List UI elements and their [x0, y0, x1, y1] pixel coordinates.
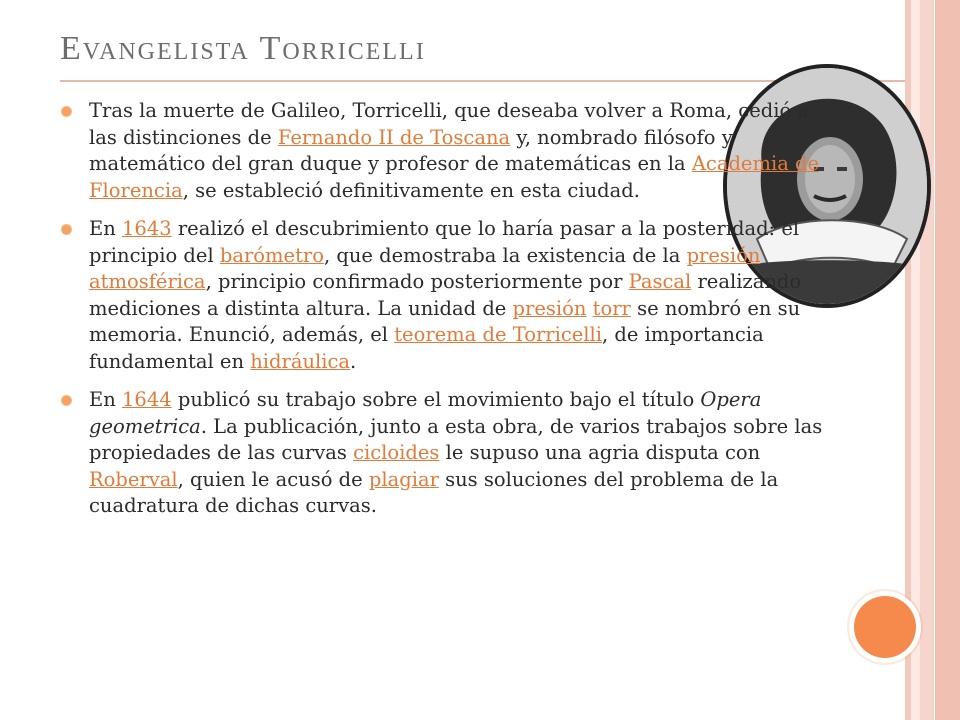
decorative-stripe	[935, 0, 960, 720]
link-cicloides[interactable]: cicloides	[353, 441, 440, 464]
text-run: realizando mediciones a distinta altura. La unidad de	[89, 270, 802, 320]
link-academia-florencia[interactable]: Academia de Florencia	[89, 152, 820, 202]
work-title: Opera geometrica	[89, 388, 762, 438]
bullet-item	[60, 387, 830, 520]
link-pascal[interactable]: Pascal	[628, 270, 692, 293]
text-run: Tras la muerte de Galileo, Torricelli, que deseaba volver a Roma, cedió a las distinciones de	[89, 99, 810, 149]
link-barometro[interactable]: barómetro	[219, 243, 324, 267]
text-run: , se estableció definitivamente en esta ciudad.	[182, 178, 640, 202]
bullet-paragraph	[89, 216, 830, 375]
text-run: , principio confirmado posteriormente por	[205, 270, 629, 293]
link-1644[interactable]: 1644	[122, 388, 172, 411]
bullet-item	[60, 98, 830, 204]
text-run: .	[350, 349, 357, 373]
text-run: En	[89, 388, 122, 411]
link-presion-atmosferica[interactable]: presión atmosférica	[89, 243, 761, 293]
bullet-paragraph	[89, 387, 830, 520]
decorative-circle-icon	[854, 596, 916, 658]
link-1643[interactable]: 1643	[122, 217, 172, 240]
text-run: , quien le acusó de	[177, 467, 369, 491]
link-presion[interactable]: presión	[512, 296, 587, 320]
bullet-dot-icon	[62, 225, 71, 234]
text-run: le supuso una agria disputa con	[439, 441, 761, 464]
slide-title: Evangelista Torricelli	[60, 30, 426, 67]
text-run: . La publicación, junto a esta obra, de varios trabajos sobre las propiedades de las curvas	[89, 414, 823, 464]
link-fernando-ii[interactable]: Fernando II de Toscana	[277, 125, 511, 149]
bullet-dot-icon	[62, 107, 71, 116]
bullet-dot-icon	[62, 396, 71, 405]
text-run: sus soluciones del problema de la cuadratura de dichas curvas.	[89, 467, 779, 517]
text-run: realizó el descubrimiento que lo haría pasar a la posteridad: el principio del	[89, 217, 800, 267]
link-teorema-torricelli[interactable]: teorema de Torricelli	[394, 323, 602, 346]
bullet-paragraph	[89, 98, 830, 204]
text-run: , que demostraba la existencia de la	[323, 243, 687, 267]
text-run: En	[89, 217, 122, 240]
bullet-item	[60, 216, 830, 375]
link-torr[interactable]: torr	[592, 296, 631, 320]
text-run: , de importancia fundamental en	[89, 323, 764, 373]
text-run: y, nombrado filósofo y matemático del gran duque y profesor de matemáticas en la	[89, 125, 733, 175]
text-run: publicó su trabajo sobre el movimiento bajo el título	[171, 388, 701, 411]
link-roberval[interactable]: Roberval	[89, 467, 178, 491]
link-plagiar[interactable]: plagiar	[368, 467, 439, 491]
content-body	[60, 98, 830, 532]
text-run: se nombró en su memoria. Enunció, además, el	[89, 296, 801, 346]
link-hidraulica[interactable]: hidráulica	[250, 349, 351, 373]
